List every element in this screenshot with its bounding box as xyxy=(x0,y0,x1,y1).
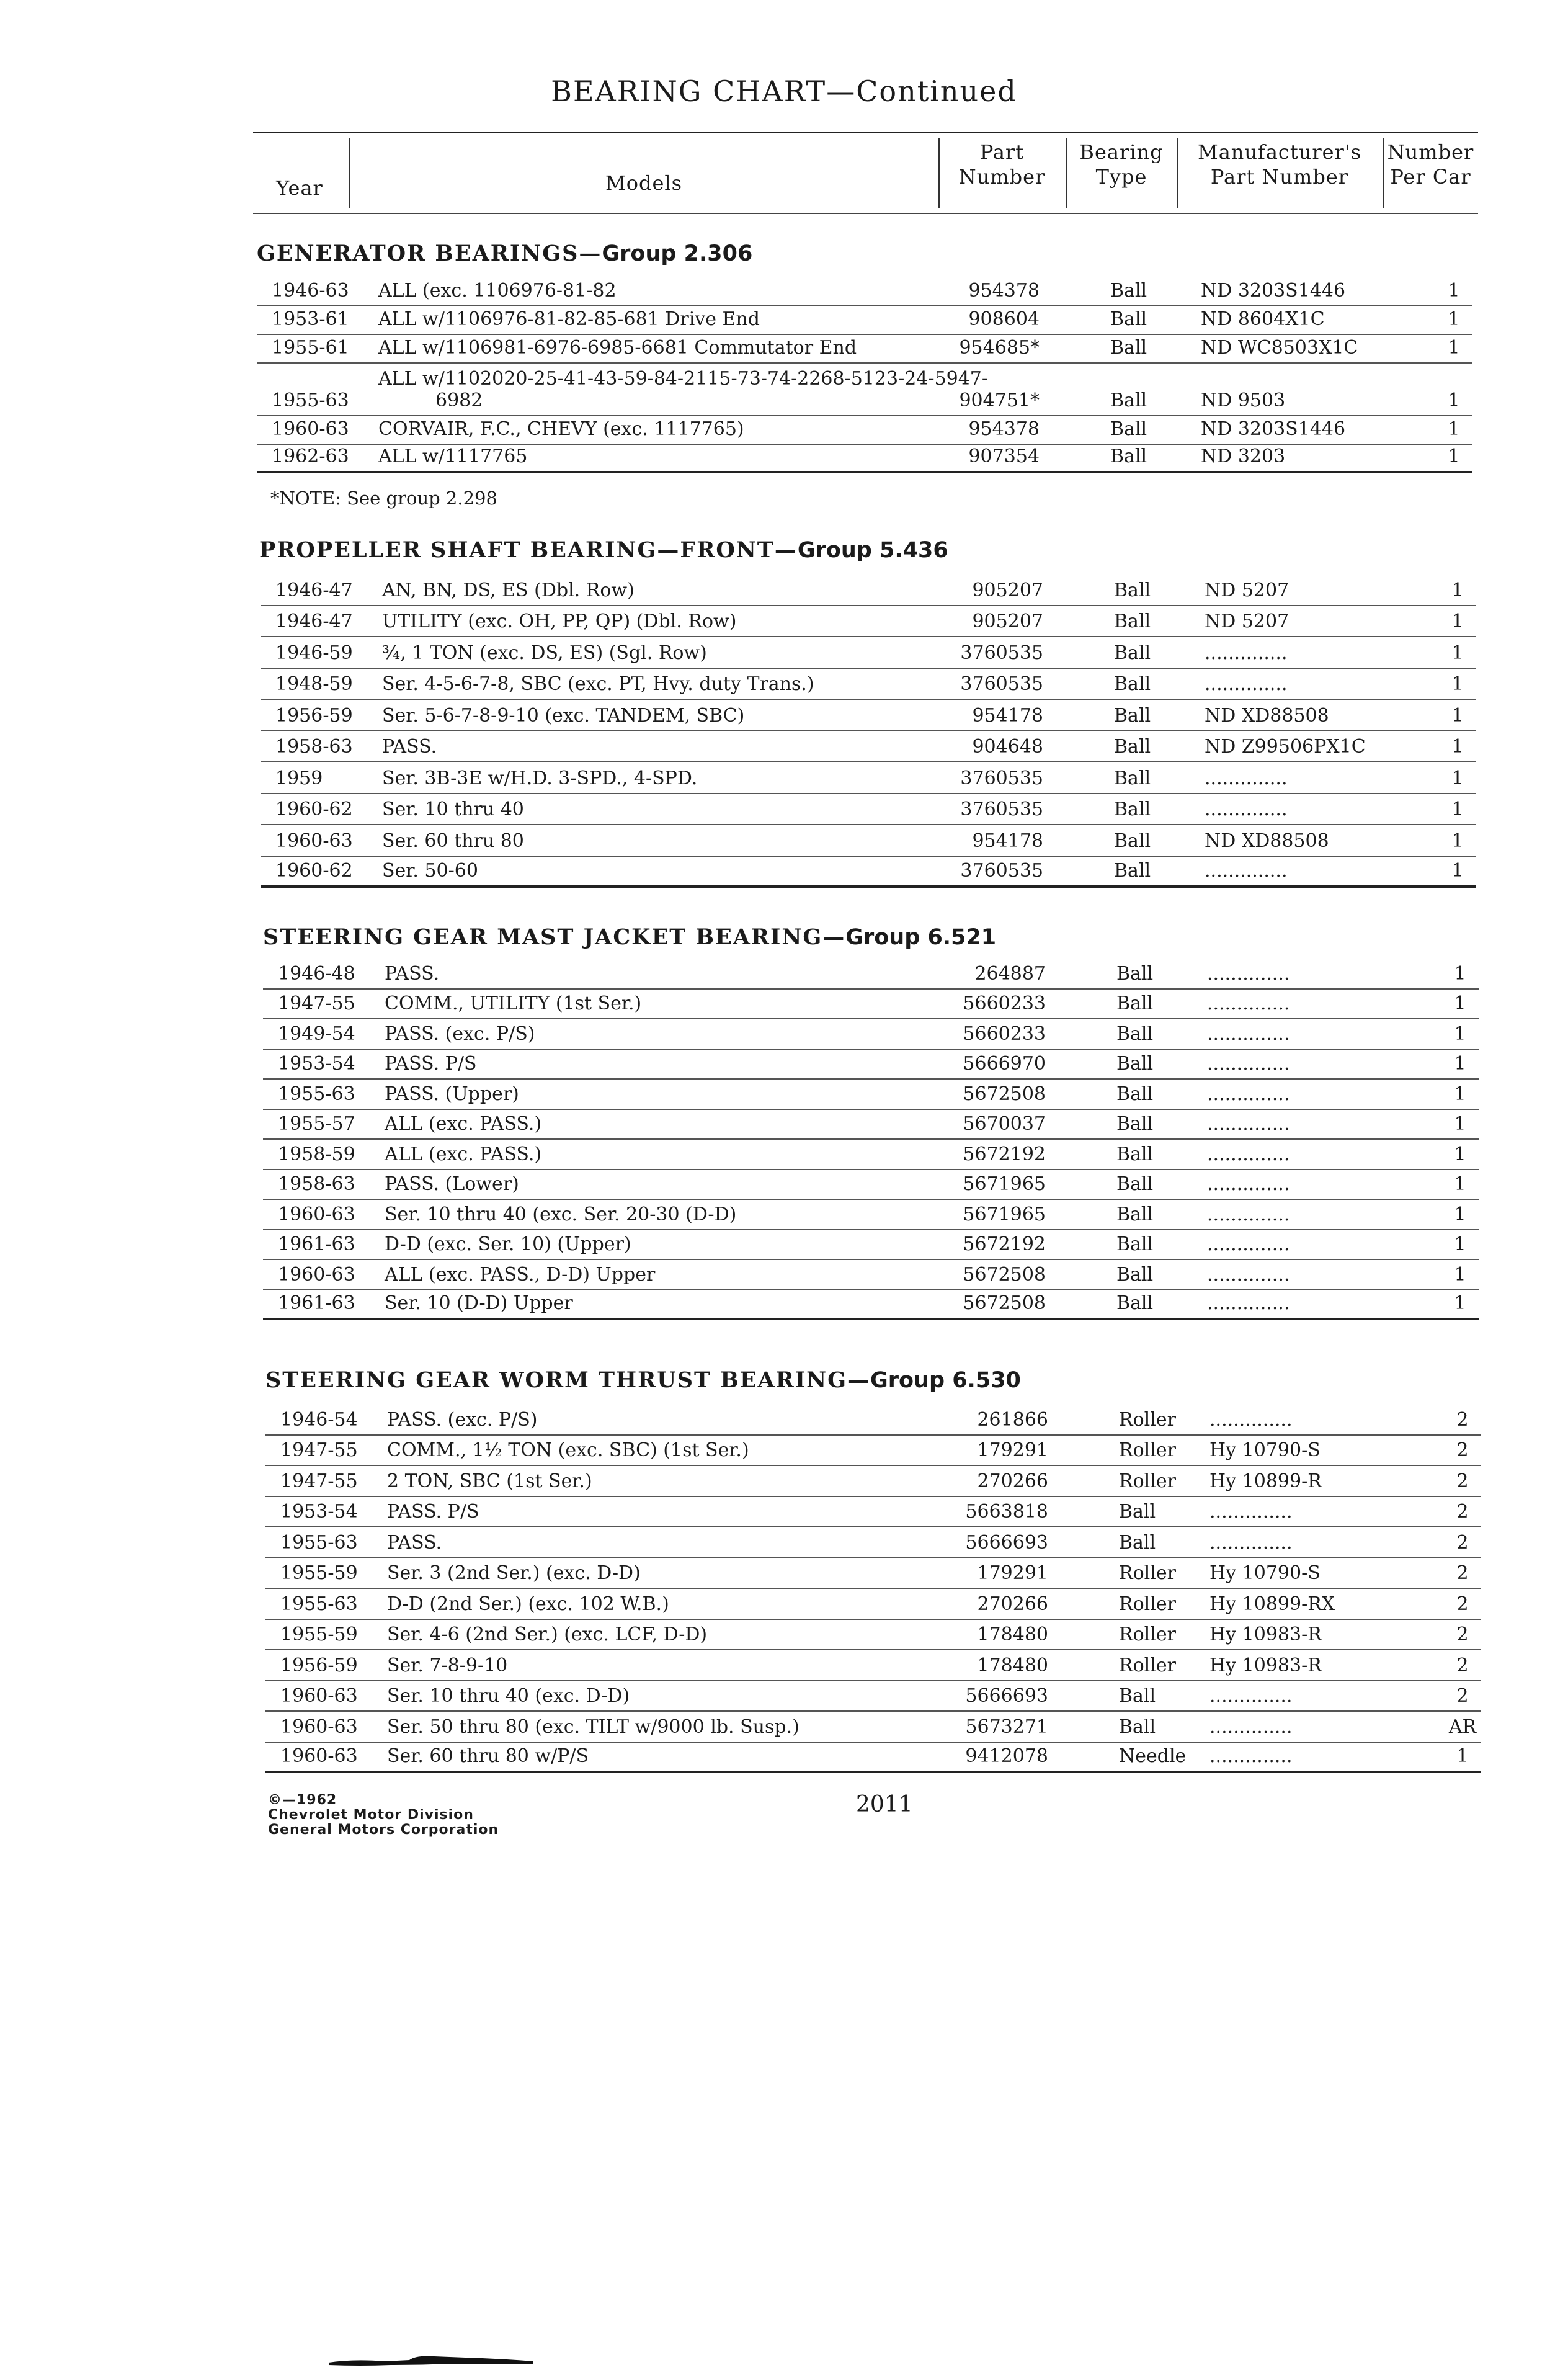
bearing-type-cell: Ball xyxy=(1116,1203,1154,1225)
footer-credit: ©—1962 Chevrolet Motor Division General Motors Corporation xyxy=(268,1792,499,1838)
manufacturer-part-cell: ND 9503 xyxy=(1201,390,1286,412)
bearing-type-cell: Ball xyxy=(1116,1173,1154,1195)
manufacturer-part-cell: .............. xyxy=(1207,1292,1290,1314)
part-number-cell: 5672192 xyxy=(963,1233,1046,1255)
number-per-car-cell: 1 xyxy=(1448,390,1460,412)
table-row xyxy=(263,959,1479,990)
section-title: STEERING GEAR WORM THRUST BEARING—Group 6.530 xyxy=(265,1367,1021,1393)
year-cell: 1946-48 xyxy=(278,962,355,985)
page-number: 2011 xyxy=(856,1792,913,1817)
manufacturer-part-cell: Hy 10899-R xyxy=(1209,1470,1322,1492)
part-number-cell: 5666970 xyxy=(963,1053,1046,1075)
models-cell: COMM., UTILITY (1st Ser.) xyxy=(385,993,642,1014)
manufacturer-part-cell: Hy 10983-R xyxy=(1209,1624,1322,1645)
number-per-car-cell: 1 xyxy=(1448,445,1460,468)
manufacturer-part-cell: .............. xyxy=(1207,1263,1290,1286)
manufacturer-part-cell: ND 5207 xyxy=(1205,579,1290,601)
bearing-type-cell: Ball xyxy=(1110,418,1147,440)
number-per-car-cell: 2 xyxy=(1456,1562,1469,1584)
part-number-cell: 954685* xyxy=(959,337,1040,359)
manufacturer-part-cell: Hy 10983-R xyxy=(1209,1654,1322,1676)
manufacturer-part-cell: .............. xyxy=(1207,1203,1290,1225)
manufacturer-part-cell: .............. xyxy=(1207,1022,1290,1045)
models-cell: 2 TON, SBC (1st Ser.) xyxy=(387,1470,592,1492)
bearing-type-cell: Ball xyxy=(1116,1263,1154,1286)
bearing-type-cell: Ball xyxy=(1119,1531,1156,1554)
part-number-cell: 261866 xyxy=(977,1408,1048,1431)
models-cell: Ser. 10 thru 40 (exc. Ser. 20-30 (D-D) xyxy=(385,1203,737,1225)
bearing-type-cell: Ball xyxy=(1110,337,1147,359)
models-cell: PASS. P/S xyxy=(385,1053,477,1075)
number-per-car-cell: 1 xyxy=(1454,1233,1466,1255)
part-number-cell: 908604 xyxy=(968,308,1040,330)
part-number-cell: 904648 xyxy=(972,736,1043,758)
part-number-cell: 5660233 xyxy=(963,1022,1046,1045)
header-manufacturer: Manufacturer's Part Number xyxy=(1197,140,1362,189)
bearing-type-cell: Ball xyxy=(1114,673,1151,695)
table-row xyxy=(263,1290,1479,1321)
year-cell: 1947-55 xyxy=(278,993,355,1014)
bearing-type-cell: Ball xyxy=(1110,280,1147,302)
table-row xyxy=(263,1019,1479,1050)
bearing-type-cell: Ball xyxy=(1110,308,1147,330)
bearing-type-cell: Ball xyxy=(1114,704,1151,727)
part-number-cell: 5670037 xyxy=(963,1113,1046,1135)
models-cell: Ser. 60 thru 80 w/P/S xyxy=(387,1745,589,1767)
section-title: STEERING GEAR MAST JACKET BEARING—Group 6.521 xyxy=(263,924,997,950)
table-row xyxy=(263,1110,1479,1140)
bearing-type-cell: Ball xyxy=(1116,1233,1154,1255)
number-per-car-cell: 1 xyxy=(1454,962,1466,985)
year-cell: 1948-59 xyxy=(275,673,353,695)
year-cell: 1949-54 xyxy=(278,1022,355,1045)
section-title: GENERATOR BEARINGS—Group 2.306 xyxy=(257,241,753,266)
table-row xyxy=(263,1260,1479,1290)
number-per-car-cell: 1 xyxy=(1454,1143,1466,1165)
year-cell: 1953-54 xyxy=(278,1053,355,1075)
part-number-cell: 907354 xyxy=(968,445,1040,468)
number-per-car-cell: 2 xyxy=(1456,1624,1469,1645)
number-per-car-cell: 1 xyxy=(1451,798,1464,820)
number-per-car-cell: 1 xyxy=(1451,673,1464,695)
part-number-cell: 5666693 xyxy=(965,1685,1048,1707)
part-number-cell: 5672508 xyxy=(963,1083,1046,1105)
number-per-car-cell: 2 xyxy=(1456,1408,1469,1431)
part-number-cell: 270266 xyxy=(977,1470,1048,1492)
bearing-type-cell: Ball xyxy=(1116,1113,1154,1135)
part-number-cell: 3760535 xyxy=(960,798,1043,820)
part-number-cell: 9412078 xyxy=(965,1745,1048,1767)
manufacturer-part-cell: .............. xyxy=(1207,1143,1290,1165)
number-per-car-cell: 1 xyxy=(1448,308,1460,330)
table-row xyxy=(257,416,1472,445)
number-per-car-cell: 1 xyxy=(1454,1292,1466,1314)
part-number-cell: 178480 xyxy=(977,1624,1048,1645)
models-cell: ALL (exc. PASS.) xyxy=(385,1143,542,1165)
bearing-type-cell: Ball xyxy=(1116,993,1154,1014)
part-number-cell: 5672508 xyxy=(963,1263,1046,1286)
part-number-cell: 270266 xyxy=(977,1593,1048,1615)
part-number-cell: 904751* xyxy=(959,390,1040,412)
number-per-car-cell: 1 xyxy=(1451,704,1464,727)
manufacturer-part-cell: ND WC8503X1C xyxy=(1201,337,1358,359)
bearing-type-cell: Ball xyxy=(1116,1083,1154,1105)
table-row xyxy=(257,278,1472,306)
models-cell: ALL w/1106981-6976-6985-6681 Commutator End xyxy=(378,337,857,359)
part-number-cell: 264887 xyxy=(974,962,1046,985)
table-row xyxy=(263,1050,1479,1080)
table-row xyxy=(263,1170,1479,1201)
manufacturer-part-cell: Hy 10899-RX xyxy=(1209,1593,1335,1615)
models-cell: Ser. 60 thru 80 xyxy=(382,830,524,852)
number-per-car-cell: 1 xyxy=(1454,1173,1466,1195)
part-number-cell: 3760535 xyxy=(960,642,1043,664)
manufacturer-part-cell: ND XD88508 xyxy=(1205,704,1329,727)
header-year: Year xyxy=(276,176,323,200)
number-per-car-cell: 1 xyxy=(1454,1263,1466,1286)
year-cell: 1953-61 xyxy=(272,308,349,330)
bearing-type-cell: Ball xyxy=(1119,1715,1156,1738)
year-cell: 1946-63 xyxy=(272,280,349,302)
table-row xyxy=(261,575,1476,606)
year-cell: 1962-63 xyxy=(272,445,349,468)
models-cell: CORVAIR, F.C., CHEVY (exc. 1117765) xyxy=(378,418,744,440)
manufacturer-part-cell: ND 5207 xyxy=(1205,610,1290,632)
part-number-cell: 5671965 xyxy=(963,1203,1046,1225)
number-per-car-cell: 2 xyxy=(1456,1501,1469,1523)
number-per-car-cell: 1 xyxy=(1451,642,1464,664)
table-row xyxy=(265,1681,1481,1712)
models-cell: Ser. 10 thru 40 xyxy=(382,798,524,820)
models-cell: COMM., 1½ TON (exc. SBC) (1st Ser.) xyxy=(387,1439,749,1461)
models-cell: Ser. 50 thru 80 (exc. TILT w/9000 lb. Susp.) xyxy=(387,1715,800,1738)
models-cell: ALL w/1117765 xyxy=(378,445,528,468)
models-cell: Ser. 10 thru 40 (exc. D-D) xyxy=(387,1685,630,1707)
bearing-type-cell: Ball xyxy=(1119,1685,1156,1707)
number-per-car-cell: 1 xyxy=(1454,1113,1466,1135)
table-row xyxy=(265,1743,1481,1774)
number-per-car-cell: 1 xyxy=(1454,1022,1466,1045)
table-row xyxy=(257,364,1472,416)
year-cell: 1947-55 xyxy=(280,1439,358,1461)
models-cell: Ser. 3B-3E w/H.D. 3-SPD., 4-SPD. xyxy=(382,767,698,789)
bearing-type-cell: Ball xyxy=(1114,736,1151,758)
header-bearing-type: Bearing Type xyxy=(1079,140,1164,189)
manufacturer-part-cell: ND Z99506PX1C xyxy=(1205,736,1366,758)
year-cell: 1960-63 xyxy=(278,1203,355,1225)
manufacturer-part-cell: .............. xyxy=(1207,1173,1290,1195)
manufacturer-part-cell: .............. xyxy=(1205,860,1288,882)
header-models: Models xyxy=(605,171,683,195)
manufacturer-part-cell: .............. xyxy=(1207,1113,1290,1135)
header-number-per-car: Number Per Car xyxy=(1387,140,1474,189)
models-cell: ALL w/1106976-81-82-85-681 Drive End xyxy=(378,308,760,330)
models-cell: Ser. 5-6-7-8-9-10 (exc. TANDEM, SBC) xyxy=(382,704,745,727)
table-row xyxy=(261,762,1476,794)
table-row xyxy=(263,1140,1479,1170)
bearing-type-cell: Ball xyxy=(1114,642,1151,664)
manufacturer-part-cell: .............. xyxy=(1205,642,1288,664)
table-row xyxy=(265,1497,1481,1528)
models-cell: ALL (exc. PASS.) xyxy=(385,1113,542,1135)
bearing-type-cell: Ball xyxy=(1114,610,1151,632)
manufacturer-part-cell: .............. xyxy=(1207,962,1290,985)
year-cell: 1960-62 xyxy=(275,860,353,882)
table-row xyxy=(257,306,1472,335)
manufacturer-part-cell: .............. xyxy=(1205,673,1288,695)
manufacturer-part-cell: .............. xyxy=(1205,798,1288,820)
table-row xyxy=(261,606,1476,638)
table-row xyxy=(265,1405,1481,1436)
bearing-type-cell: Ball xyxy=(1114,830,1151,852)
models-cell: PASS. (Upper) xyxy=(385,1083,519,1105)
models-cell: PASS. xyxy=(385,962,440,985)
table-row xyxy=(261,794,1476,826)
models-cell: PASS. P/S xyxy=(387,1501,479,1523)
part-number-cell: 905207 xyxy=(972,610,1043,632)
ink-smudge xyxy=(329,2351,540,2370)
part-number-cell: 5660233 xyxy=(963,993,1046,1014)
number-per-car-cell: 2 xyxy=(1456,1439,1469,1461)
number-per-car-cell: 1 xyxy=(1454,1203,1466,1225)
year-cell: 1955-63 xyxy=(278,1083,355,1105)
bearing-type-cell: Ball xyxy=(1116,1143,1154,1165)
bearing-type-cell: Roller xyxy=(1119,1562,1176,1584)
models-cell: Ser. 3 (2nd Ser.) (exc. D-D) xyxy=(387,1562,641,1584)
models-cell: AN, BN, DS, ES (Dbl. Row) xyxy=(382,579,635,601)
manufacturer-part-cell: ND XD88508 xyxy=(1205,830,1329,852)
table-row xyxy=(265,1650,1481,1681)
year-cell: 1961-63 xyxy=(278,1233,355,1255)
part-number-cell: 178480 xyxy=(977,1654,1048,1676)
manufacturer-part-cell: Hy 10790-S xyxy=(1209,1439,1321,1461)
year-cell: 1946-54 xyxy=(280,1408,358,1431)
bearing-type-cell: Roller xyxy=(1119,1439,1176,1461)
year-cell: 1960-63 xyxy=(280,1685,358,1707)
models-cell: PASS. xyxy=(382,736,437,758)
part-number-cell: 5671965 xyxy=(963,1173,1046,1195)
number-per-car-cell: 1 xyxy=(1451,860,1464,882)
year-cell: 1961-63 xyxy=(278,1292,355,1314)
part-number-cell: 954178 xyxy=(972,704,1043,727)
year-cell: 1960-63 xyxy=(272,418,349,440)
table-row xyxy=(261,731,1476,763)
manufacturer-part-cell: .............. xyxy=(1209,1408,1293,1431)
models-cell: ALL (exc. 1106976-81-82 xyxy=(378,280,617,302)
manufacturer-part-cell: .............. xyxy=(1207,1083,1290,1105)
manufacturer-part-cell: ND 8604X1C xyxy=(1201,308,1325,330)
section-note: *NOTE: See group 2.298 xyxy=(270,488,497,509)
year-cell: 1960-63 xyxy=(280,1715,358,1738)
table-row xyxy=(265,1712,1481,1743)
bearing-type-cell: Ball xyxy=(1114,767,1151,789)
page-title: BEARING CHART—Continued xyxy=(551,74,1017,108)
manufacturer-part-cell: .............. xyxy=(1209,1745,1293,1767)
year-cell: 1958-63 xyxy=(275,736,353,758)
number-per-car-cell: 1 xyxy=(1454,993,1466,1014)
table-row xyxy=(265,1436,1481,1467)
year-cell: 1960-63 xyxy=(280,1745,358,1767)
year-cell: 1956-59 xyxy=(280,1654,358,1676)
table-row xyxy=(265,1558,1481,1590)
year-cell: 1959 xyxy=(275,767,323,789)
models-cell: Ser. 50-60 xyxy=(382,860,478,882)
manufacturer-part-cell: ND 3203S1446 xyxy=(1201,280,1346,302)
header-part-number: Part Number xyxy=(958,140,1046,189)
table-row xyxy=(263,990,1479,1020)
part-number-cell: 5666693 xyxy=(965,1531,1048,1554)
section-title: PROPELLER SHAFT BEARING—FRONT—Group 5.436 xyxy=(259,537,948,563)
part-number-cell: 5673271 xyxy=(965,1715,1048,1738)
part-number-cell: 179291 xyxy=(977,1439,1048,1461)
number-per-car-cell: 1 xyxy=(1451,767,1464,789)
manufacturer-part-cell: .............. xyxy=(1207,1233,1290,1255)
bearing-type-cell: Roller xyxy=(1119,1408,1176,1431)
part-number-cell: 3760535 xyxy=(960,860,1043,882)
column-header xyxy=(253,132,1478,214)
number-per-car-cell: 2 xyxy=(1456,1685,1469,1707)
bearing-type-cell: Ball xyxy=(1116,962,1154,985)
year-cell: 1955-63 xyxy=(272,390,349,412)
part-number-cell: 5672508 xyxy=(963,1292,1046,1314)
models-cell-continued: 6982 xyxy=(435,390,483,412)
bearing-type-cell: Roller xyxy=(1119,1593,1176,1615)
year-cell: 1960-63 xyxy=(278,1263,355,1286)
table-row xyxy=(261,857,1476,888)
manufacturer-part-cell: .............. xyxy=(1209,1715,1293,1738)
models-cell: Ser. 7-8-9-10 xyxy=(387,1654,508,1676)
year-cell: 1946-47 xyxy=(275,579,353,601)
bearing-type-cell: Ball xyxy=(1114,798,1151,820)
part-number-cell: 954378 xyxy=(968,418,1040,440)
table-row xyxy=(263,1200,1479,1230)
manufacturer-part-cell: .............. xyxy=(1209,1501,1293,1523)
models-cell: Ser. 10 (D-D) Upper xyxy=(385,1292,573,1314)
table-row xyxy=(263,1080,1479,1110)
part-number-cell: 905207 xyxy=(972,579,1043,601)
manufacturer-part-cell: ND 3203 xyxy=(1201,445,1286,468)
year-cell: 1955-59 xyxy=(280,1624,358,1645)
bearing-type-cell: Roller xyxy=(1119,1624,1176,1645)
year-cell: 1960-63 xyxy=(275,830,353,852)
table-row xyxy=(261,637,1476,669)
part-number-cell: 954378 xyxy=(968,280,1040,302)
models-cell: PASS. xyxy=(387,1531,442,1554)
number-per-car-cell: 1 xyxy=(1454,1053,1466,1075)
number-per-car-cell: 2 xyxy=(1456,1531,1469,1554)
number-per-car-cell: 1 xyxy=(1451,579,1464,601)
manufacturer-part-cell: .............. xyxy=(1209,1531,1293,1554)
table-row xyxy=(265,1466,1481,1497)
models-cell: Ser. 4-5-6-7-8, SBC (exc. PT, Hvy. duty Trans.) xyxy=(382,673,814,695)
models-cell: PASS. (exc. P/S) xyxy=(385,1022,535,1045)
year-cell: 1953-54 xyxy=(280,1501,358,1523)
bearing-type-cell: Ball xyxy=(1116,1022,1154,1045)
number-per-car-cell: 1 xyxy=(1448,418,1460,440)
year-cell: 1958-59 xyxy=(278,1143,355,1165)
year-cell: 1947-55 xyxy=(280,1470,358,1492)
table-row xyxy=(263,1230,1479,1261)
year-cell: 1958-63 xyxy=(278,1173,355,1195)
year-cell: 1946-47 xyxy=(275,610,353,632)
models-cell: ALL w/1102020-25-41-43-59-84-2115-73-74-2268-5123-24-5947- xyxy=(378,368,988,390)
number-per-car-cell: 2 xyxy=(1456,1593,1469,1615)
table-row xyxy=(257,445,1472,473)
part-number-cell: 3760535 xyxy=(960,767,1043,789)
table-row xyxy=(265,1620,1481,1651)
bearing-type-cell: Needle xyxy=(1119,1745,1187,1767)
table-row xyxy=(257,335,1472,364)
bearing-type-cell: Ball xyxy=(1114,860,1151,882)
number-per-car-cell: 1 xyxy=(1456,1745,1469,1767)
year-cell: 1946-59 xyxy=(275,642,353,664)
number-per-car-cell: 1 xyxy=(1451,736,1464,758)
manufacturer-part-cell: Hy 10790-S xyxy=(1209,1562,1321,1584)
year-cell: 1955-59 xyxy=(280,1562,358,1584)
number-per-car-cell: 1 xyxy=(1451,610,1464,632)
table-row xyxy=(265,1589,1481,1620)
number-per-car-cell: 2 xyxy=(1456,1654,1469,1676)
models-cell: ¾, 1 TON (exc. DS, ES) (Sgl. Row) xyxy=(382,642,707,664)
bearing-type-cell: Roller xyxy=(1119,1470,1176,1492)
year-cell: 1956-59 xyxy=(275,704,353,727)
year-cell: 1955-63 xyxy=(280,1531,358,1554)
manufacturer-part-cell: .............. xyxy=(1209,1685,1293,1707)
table-row xyxy=(261,825,1476,857)
bearing-type-cell: Ball xyxy=(1119,1501,1156,1523)
bearing-type-cell: Ball xyxy=(1110,445,1147,468)
table-row xyxy=(261,669,1476,700)
bearing-type-cell: Ball xyxy=(1114,579,1151,601)
table-row xyxy=(265,1527,1481,1558)
bearing-type-cell: Ball xyxy=(1116,1053,1154,1075)
models-cell: Ser. 4-6 (2nd Ser.) (exc. LCF, D-D) xyxy=(387,1624,708,1645)
year-cell: 1955-57 xyxy=(278,1113,355,1135)
bearing-type-cell: Ball xyxy=(1110,390,1147,412)
bearing-type-cell: Ball xyxy=(1116,1292,1154,1314)
models-cell: D-D (exc. Ser. 10) (Upper) xyxy=(385,1233,631,1255)
models-cell: UTILITY (exc. OH, PP, QP) (Dbl. Row) xyxy=(382,610,737,632)
manufacturer-part-cell: ND 3203S1446 xyxy=(1201,418,1346,440)
manufacturer-part-cell: .............. xyxy=(1207,1053,1290,1075)
year-cell: 1955-61 xyxy=(272,337,349,359)
year-cell: 1955-63 xyxy=(280,1593,358,1615)
table-row xyxy=(261,700,1476,731)
number-per-car-cell: 1 xyxy=(1451,830,1464,852)
number-per-car-cell: 1 xyxy=(1448,337,1460,359)
number-per-car-cell: 1 xyxy=(1454,1083,1466,1105)
part-number-cell: 179291 xyxy=(977,1562,1048,1584)
models-cell: D-D (2nd Ser.) (exc. 102 W.B.) xyxy=(387,1593,669,1615)
part-number-cell: 3760535 xyxy=(960,673,1043,695)
manufacturer-part-cell: .............. xyxy=(1207,993,1290,1014)
models-cell: PASS. (Lower) xyxy=(385,1173,519,1195)
part-number-cell: 5663818 xyxy=(965,1501,1048,1523)
models-cell: PASS. (exc. P/S) xyxy=(387,1408,538,1431)
bearing-type-cell: Roller xyxy=(1119,1654,1176,1676)
manufacturer-part-cell: .............. xyxy=(1205,767,1288,789)
number-per-car-cell: 2 xyxy=(1456,1470,1469,1492)
number-per-car-cell: AR xyxy=(1448,1715,1477,1738)
models-cell: ALL (exc. PASS., D-D) Upper xyxy=(385,1263,656,1286)
part-number-cell: 5672192 xyxy=(963,1143,1046,1165)
part-number-cell: 954178 xyxy=(972,830,1043,852)
number-per-car-cell: 1 xyxy=(1448,280,1460,302)
year-cell: 1960-62 xyxy=(275,798,353,820)
